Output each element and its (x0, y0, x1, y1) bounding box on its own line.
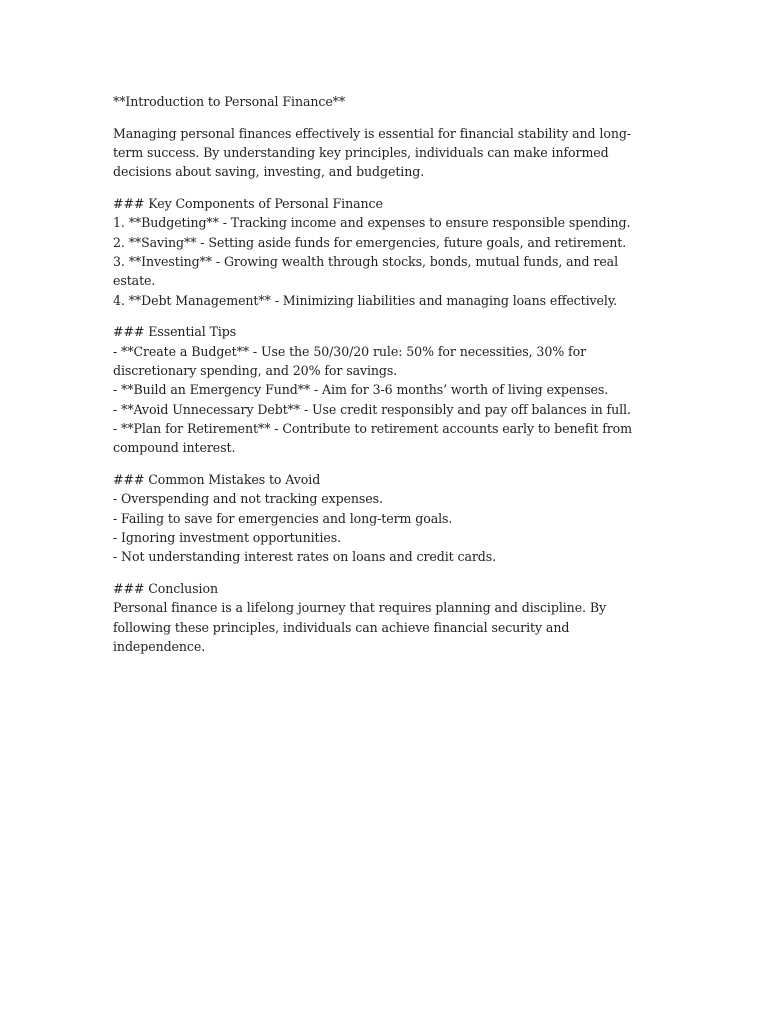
conclusion-heading: ### Conclusion (113, 581, 218, 597)
key-components-section (113, 194, 658, 310)
conclusion-paragraph: Personal finance is a lifelong journey that requires planning and discipline. By following these principles, individuals can achieve financial security and independence. (113, 600, 607, 654)
essential-tips-heading: ### Essential Tips (113, 324, 237, 340)
component-item-investing: 3. **Investing** - Growing wealth through stocks, bonds, mutual funds, and real estate. (113, 254, 622, 289)
document-page (113, 92, 658, 669)
document-title-block (113, 92, 658, 111)
tip-item-plan-retirement: - **Plan for Retirement** - Contribute to retirement accounts early to benefit from compound interest. (113, 420, 636, 456)
component-item-debt-management: 4. **Debt Management** - Minimizing liabilities and managing loans effectively. (113, 292, 618, 308)
tip-item-emergency-fund: - **Build an Emergency Fund** - Aim for 3-6 months’ worth of living expenses. (113, 382, 609, 398)
mistake-item-ignoring-investment: - Ignoring investment opportunities. (113, 529, 342, 545)
intro-paragraph: Managing personal finances effectively is essential for financial stability and long-term success. By understanding key principles, individuals can make informed decisions about saving, investing, and budgeting. (113, 125, 631, 180)
mistake-item-overspending: - Overspending and not tracking expenses. (113, 491, 383, 507)
essential-tips-section (113, 322, 658, 457)
tip-item-create-budget: - **Create a Budget** - Use the 50/30/20 rule: 50% for necessities, 30% for discretionary spending, and 20% for savings. (113, 343, 590, 379)
component-item-budgeting: 1. **Budgeting** - Tracking income and expenses to ensure responsible spending. (113, 215, 631, 231)
mistake-item-interest-rates: - Not understanding interest rates on loans and credit cards. (113, 549, 497, 565)
intro-paragraph-block (113, 124, 658, 182)
mistake-item-failing-to-save: - Failing to save for emergencies and long-term goals. (113, 510, 453, 526)
common-mistakes-section (113, 470, 658, 566)
document-title: **Introduction to Personal Finance** (113, 94, 346, 109)
tip-item-avoid-debt: - **Avoid Unnecessary Debt** - Use credit responsibly and pay off balances in full. (113, 401, 631, 417)
conclusion-section (113, 579, 658, 656)
key-components-heading: ### Key Components of Personal Finance (113, 196, 383, 212)
common-mistakes-heading: ### Common Mistakes to Avoid (113, 472, 321, 488)
component-item-saving: 2. **Saving** - Setting aside funds for emergencies, future goals, and retirement. (113, 234, 627, 250)
